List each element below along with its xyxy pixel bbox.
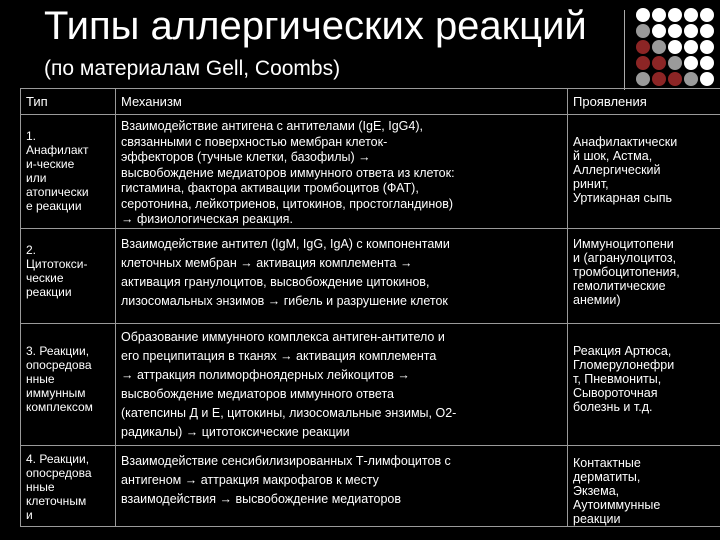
decorative-dot [668, 24, 682, 38]
decorative-dot [700, 56, 714, 70]
row-manifestations: Контактные дерматиты, Экзема, Аутоиммунные реакции [568, 445, 720, 526]
decorative-dot [700, 40, 714, 54]
decorative-dot [684, 56, 698, 70]
row-manifestations: Реакция Артюса, Гломерулонефри т, Пневмониты, Сывороточная болезнь и т.д. [568, 323, 720, 445]
title-divider [624, 10, 625, 90]
decorative-dot [668, 56, 682, 70]
decorative-dot [652, 56, 666, 70]
decorative-dot-grid [636, 8, 718, 86]
row-mechanism: Образование иммунного комплекса антиген-антитело и его преципитация в тканях → активация комплемента → аттракция полиморфноядерных лейкоцитов → высвобождение медиаторов иммунного ответа (катепсины Д и Е, цитокины, лизосомальные энзимы, О2- радикалы) → цитотоксические реакции [116, 323, 568, 445]
slide-subtitle: (по материалам Gell, Coombs) [44, 57, 341, 80]
decorative-dot [652, 72, 666, 86]
decorative-dot [636, 8, 650, 22]
decorative-dot [636, 56, 650, 70]
table-row [21, 115, 720, 229]
row-type: 4. Реакции, опосредова нные клеточным и [21, 445, 116, 526]
decorative-dot [668, 40, 682, 54]
allergy-types-table [20, 88, 720, 527]
decorative-dot [668, 8, 682, 22]
row-type: 2. Цитотокси- ческие реакции [21, 228, 116, 323]
row-type: 3. Реакции, опосредова нные иммунным комплексом [21, 323, 116, 445]
row-mechanism: Взаимодействие антител (IgM, IgG, IgA) с компонентами клеточных мембран → активация комплемента → активация гранулоцитов, высвобождение цитокинов, лизосомальных энзимов → гибель и разрушение клеток [116, 228, 568, 323]
header-type: Тип [21, 89, 116, 115]
table-row [21, 228, 720, 323]
row-type: 1. Анафилакт и-ческие или атопически е реакции [21, 115, 116, 229]
decorative-dot [652, 40, 666, 54]
decorative-dot [636, 40, 650, 54]
slide-title: Типы аллергических реакций [44, 4, 587, 48]
table-header-row [21, 89, 720, 115]
table-row [21, 323, 720, 445]
decorative-dot [668, 72, 682, 86]
decorative-dot [684, 72, 698, 86]
decorative-dot [636, 72, 650, 86]
decorative-dot [684, 24, 698, 38]
decorative-dot [636, 24, 650, 38]
header-manifestations: Проявления [568, 89, 720, 115]
decorative-dot [700, 24, 714, 38]
decorative-dot [684, 40, 698, 54]
row-manifestations: Иммуноцитопени и (агранулоцитоз, тромбоцитопения, гемолитические анемии) [568, 228, 720, 323]
decorative-dot [700, 72, 714, 86]
row-mechanism: Взаимодействие сенсибилизированных Т-лимфоцитов с антигеном → аттракция макрофагов к месту взаимодействия → высвобождение медиаторов [116, 445, 568, 526]
decorative-dot [700, 8, 714, 22]
row-manifestations: Анафилактически й шок, Астма, Аллергический ринит, Уртикарная сыпь [568, 115, 720, 229]
decorative-dot [652, 24, 666, 38]
table-row [21, 445, 720, 526]
row-mechanism: Взаимодействие антигена с антителами (IgE, IgG4), связанными с поверхностью мембран клеток- эффекторов (тучные клетки, базофилы) → высвобождение медиаторов иммунного ответа из клеток: гистамина, фактора активации тромбоцитов (ФАТ), серотонина, лейкотриенов, цитокинов, простогландинов) → физиологическая реакция. [116, 115, 568, 229]
decorative-dot [684, 8, 698, 22]
decorative-dot [652, 8, 666, 22]
header-mechanism: Механизм [116, 89, 568, 115]
